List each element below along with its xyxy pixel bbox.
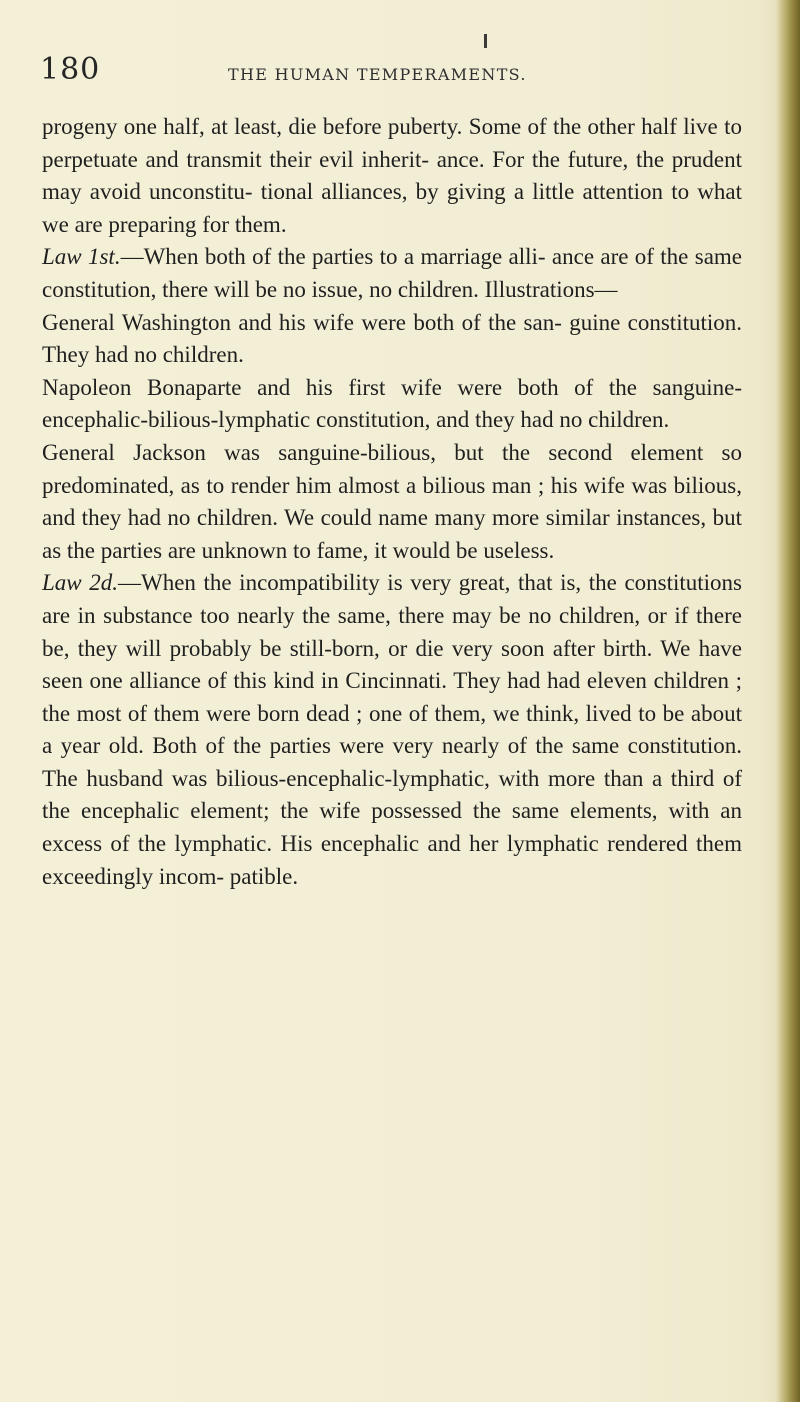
paragraph	[42, 372, 742, 437]
law-label: Law 1st.	[42, 244, 121, 270]
law-label: Law 2d.	[42, 570, 118, 596]
paragraph	[42, 307, 742, 372]
paragraph	[42, 111, 742, 241]
body-text	[42, 111, 742, 893]
paragraph-law-1	[42, 241, 742, 306]
paragraph-text: General Washington and his wife were both of the san- guine constitution. They had no children.	[42, 309, 742, 368]
printer-mark	[484, 34, 487, 48]
paragraph-text: progeny one half, at least, die before puberty. Some of the other half live to perpetuate and transmit their evil inherit- ance. For the future, the prudent may avoid unconstitu- tional alliances, by giving a little attention to what we are preparing for them.	[42, 114, 742, 237]
page-header	[40, 52, 740, 102]
paragraph	[42, 437, 742, 567]
page-number: 180	[40, 52, 101, 87]
paragraph-text: —When the incompatibility is very great, that is, the constitutions are in substance too nearly the same, there may be no children, or if there be, they will probably be still-born, or die very soon after birth. We have seen one alliance of this kind in Cincinnati. They had had eleven children ; the most of them were born dead ; one of them, we think, lived to be about a year old. Both of the parties were very nearly of the same constitution. The husband was bilious-encephalic-lymphatic, with more than a third of the encephalic element; the wife possessed the same elements, with an excess of the lymphatic. His encephalic and her lymphatic rendered them exceedingly incom- patible.	[42, 570, 743, 889]
running-head: THE HUMAN TEMPERAMENTS.	[228, 65, 527, 84]
paragraph-text: —When both of the parties to a marriage alli- ance are of the same constitution, there will be no issue, no children. Illustrations—	[42, 244, 742, 302]
paragraph-text: General Jackson was sanguine-bilious, but the second element so predominated, as to render him almost a bilious man ; his wife was bilious, and they had no children. We could name many more similar instances, but as the parties are unknown to fame, it would be useless.	[42, 439, 742, 563]
paragraph-text: Napoleon Bonaparte and his first wife were both of the sanguine-encephalic-bilious-lymphatic constitution, and they had no children.	[42, 374, 742, 433]
paragraph-law-2	[42, 567, 742, 893]
page-edge-shadow	[776, 0, 800, 1402]
